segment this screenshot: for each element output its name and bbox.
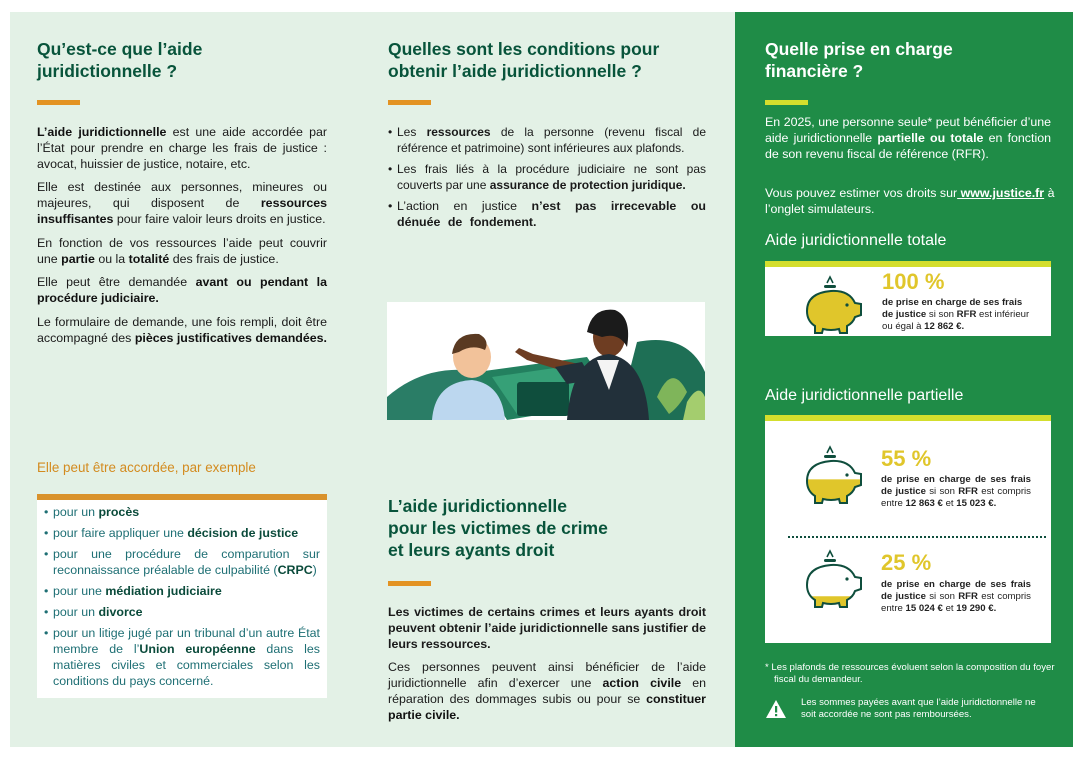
paragraph-victims: Les victimes de certains crimes et leurs ayants droit peuvent obtenir l’aide juridictionnelle sans justifier de leurs ressources. <box>388 605 706 651</box>
piggy-bank-icon <box>797 445 867 505</box>
paragraph-simulator: Vous pouvez estimer vos droits sur www.justice.fr à l’onglet simulateurs. <box>765 186 1055 216</box>
list-item: • pour une médiation judiciaire <box>44 584 222 598</box>
paragraph-2025: En 2025, une personne seule* peut bénéficier d’une aide juridictionnelle partielle ou totale en fonction de son revenu fiscal de référence (RFR). <box>765 115 1051 161</box>
paragraph-target: Elle est destinée aux personnes, mineures ou majeures, qui disposent de ressources insuffisantes pour faire valoir leurs droits en justice. <box>37 180 327 226</box>
list-item: • Les frais liés à la procédure judiciaire ne sont pas couverts par une assurance de protection juridique. <box>388 162 706 192</box>
justice-link[interactable]: www.justice.fr <box>957 186 1045 200</box>
list-item: • pour un divorce <box>44 605 143 619</box>
paragraph-coverage: En fonction de vos ressources l’aide peut couvrir une partie ou la totalité des frais de justice. <box>37 236 327 266</box>
list-item: • L’action en justice n’est pas irrecevable ou dénuée de fondement. <box>388 199 706 229</box>
title-underline <box>765 100 808 105</box>
title-underline <box>388 100 431 105</box>
lawyer-client-illustration <box>387 302 705 420</box>
warning-icon <box>765 699 787 719</box>
tier-description: de prise en charge de ses frais de justice si son RFR est inférieur ou égal à 12 862 €. <box>882 297 1030 332</box>
paragraph-when: Elle peut être demandée avant ou pendant la procédure judiciaire. <box>37 275 327 305</box>
percentage-value: 100 % <box>882 269 945 294</box>
list-item: • pour un procès <box>44 505 140 519</box>
list-item: • pour faire appliquer une décision de justice <box>44 526 299 540</box>
title-underline <box>388 581 431 586</box>
percentage-value: 55 % <box>881 446 932 471</box>
column-conditions <box>370 12 735 747</box>
subtitle-partial-aid: Aide juridictionnelle partielle <box>765 387 964 404</box>
tier-box-partial <box>765 415 1051 643</box>
tier-divider <box>788 536 1046 538</box>
title-financial: Quelle prise en charge financière ? <box>765 39 953 81</box>
tier-description: de prise en charge de ses frais de justice si son RFR est compris entre 15 024 € et 19 290 €. <box>881 579 1031 614</box>
title-what-is: Qu’est-ce que l’aide juridictionnelle ? <box>37 39 203 81</box>
piggy-bank-icon <box>797 275 867 335</box>
tier-description: de prise en charge de ses frais de justice si son RFR est compris entre 12 863 € et 15 023 €. <box>881 474 1031 509</box>
list-item: • pour une procédure de comparution sur reconnaissance préalable de culpabilité (CRPC) <box>44 547 320 577</box>
paragraph-definition: L’aide juridictionnelle est une aide accordée par l’État pour prendre en charge les frais de justice : avocat, huissier de justice, notaire, etc. <box>37 125 327 171</box>
brochure-page <box>10 12 1073 747</box>
paragraph-form: Le formulaire de demande, une fois rempli, doit être accompagné des pièces justificatives demandées. <box>37 315 327 345</box>
paragraph-civil-action: Ces personnes peuvent ainsi bénéficier de l’aide juridictionnelle afin d’exercer une action civile en réparation des dommages subis ou pour se constituer partie civile. <box>388 660 706 722</box>
title-underline <box>37 100 80 105</box>
conditions-list <box>388 124 706 235</box>
column-what-is <box>10 12 370 747</box>
subtitle-total-aid: Aide juridictionnelle totale <box>765 232 947 249</box>
list-item: • pour un litige jugé par un tribunal d’un autre État membre de l’Union européenne dans les matières civiles et commerciales selon les conditions du pays concerné. <box>44 626 320 688</box>
title-conditions: Quelles sont les conditions pour obtenir l’aide juridictionnelle ? <box>388 39 660 81</box>
footnote: * Les plafonds de ressources évoluent selon la composition du foyer fiscal du demandeur. <box>765 662 1055 685</box>
warning-text: Les sommes payées avant que l’aide juridictionnelle ne soit accordée ne sont pas remboursées. <box>801 697 1036 720</box>
examples-list <box>37 494 327 698</box>
tier-box-total <box>765 261 1051 336</box>
piggy-bank-icon <box>797 549 867 609</box>
examples-title: Elle peut être accordée, par exemple <box>37 460 256 475</box>
list-item: • Les ressources de la personne (revenu fiscal de référence et patrimoine) sont inférieures aux plafonds. <box>388 125 706 155</box>
percentage-value: 25 % <box>881 550 932 575</box>
piggy-fill-level <box>797 596 867 609</box>
title-victims: L’aide juridictionnelle pour les victimes de crime et leurs ayants droit <box>388 496 608 560</box>
column-financial <box>735 12 1073 747</box>
